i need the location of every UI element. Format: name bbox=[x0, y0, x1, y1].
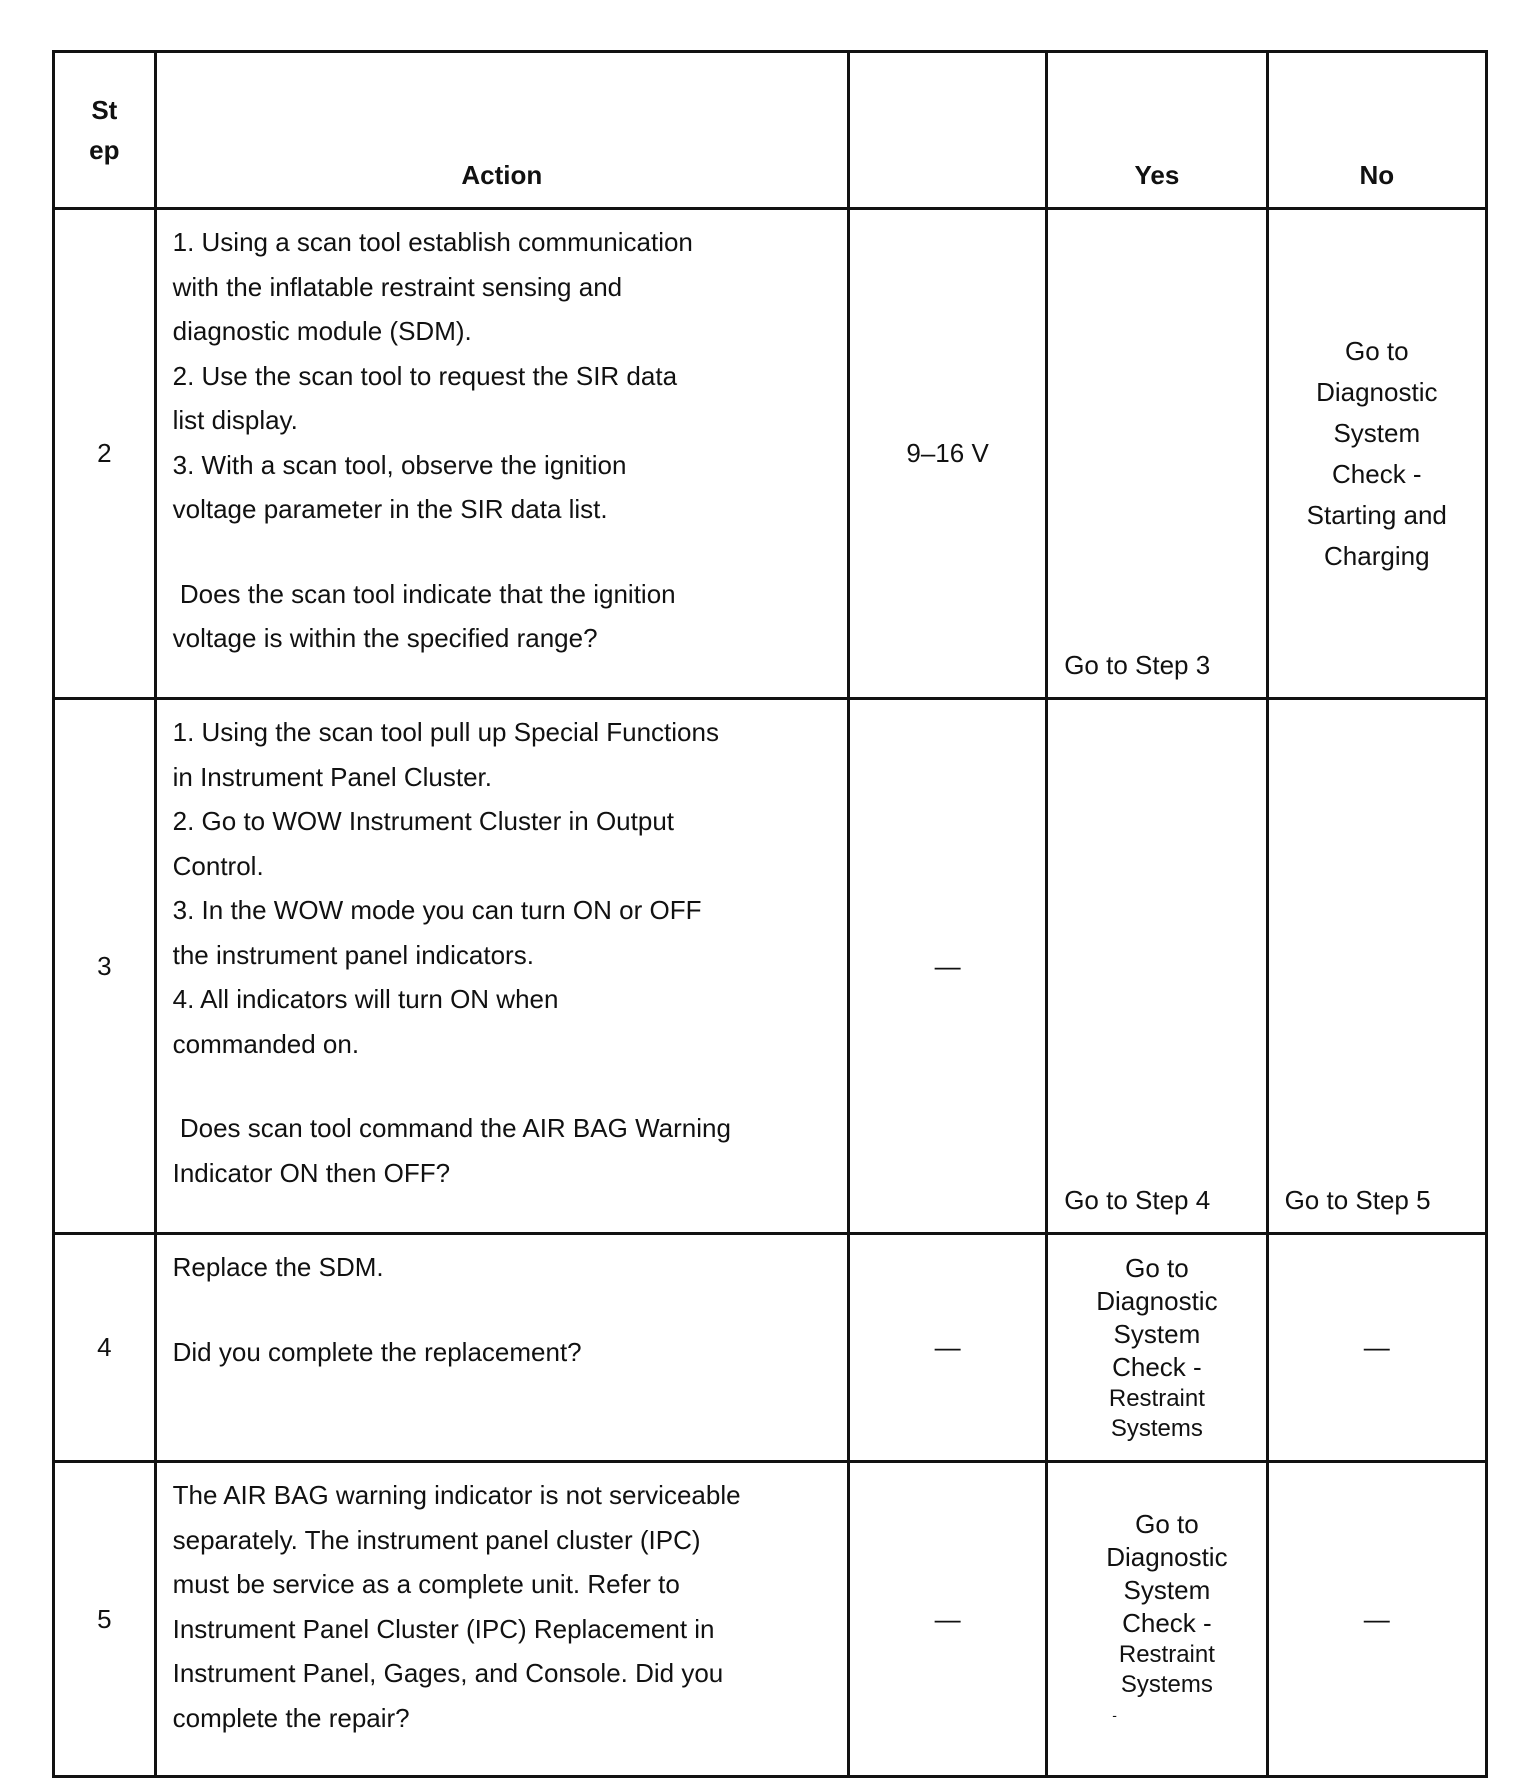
action-cell bbox=[155, 1462, 848, 1777]
yes-cell bbox=[1047, 1234, 1267, 1462]
yes-line: Systems bbox=[1120, 1671, 1213, 1698]
action-cell bbox=[155, 209, 848, 699]
yes-line: Go to bbox=[1125, 1252, 1189, 1283]
yes-line: Systems bbox=[1110, 1414, 1203, 1442]
yes-line: Diagnostic bbox=[1106, 1542, 1228, 1572]
header-step-line1: St bbox=[91, 95, 118, 125]
header-row bbox=[54, 52, 1487, 209]
no-cell: Go to Step 5 bbox=[1267, 699, 1486, 1234]
action-line: 4. All indicators will turn ON when bbox=[172, 984, 559, 1014]
action-line: voltage parameter in the SIR data list. bbox=[172, 494, 608, 524]
action-cell bbox=[155, 1234, 848, 1462]
action-line: list display. bbox=[172, 405, 298, 435]
yes-line: Check - bbox=[1122, 1608, 1212, 1638]
action-line: must be service as a complete unit. Refer to bbox=[172, 1569, 680, 1599]
action-line: in Instrument Panel Cluster. bbox=[172, 761, 493, 792]
yes-cell bbox=[1047, 1462, 1267, 1777]
action-line: 2. Go to WOW Instrument Cluster in Output bbox=[172, 806, 675, 836]
no-line: Starting and bbox=[1306, 499, 1447, 530]
no-line: Check - bbox=[1332, 458, 1422, 489]
yes-cell: Go to Step 3 bbox=[1047, 209, 1267, 699]
yes-trailing-mark: - bbox=[1112, 1707, 1117, 1723]
no-line: Charging bbox=[1324, 540, 1430, 571]
action-line: Instrument Panel, Gages, and Console. Did you bbox=[172, 1658, 724, 1688]
action-line: Instrument Panel Cluster (IPC) Replacement in bbox=[172, 1613, 715, 1644]
question-line: Did you complete the replacement? bbox=[172, 1336, 582, 1367]
value-cell: — bbox=[848, 1462, 1046, 1777]
yes-cell: Go to Step 4 bbox=[1047, 699, 1267, 1234]
step-number: 4 bbox=[54, 1234, 156, 1462]
table-row-step-2 bbox=[54, 209, 1487, 699]
yes-line: Check - bbox=[1112, 1351, 1202, 1382]
action-line: 3. In the WOW mode you can turn ON or OFF bbox=[172, 895, 702, 925]
value-cell: 9–16 V bbox=[848, 209, 1046, 699]
action-line: the instrument panel indicators. bbox=[172, 939, 534, 970]
action-line: with the inflatable restraint sensing and bbox=[172, 271, 623, 302]
yes-line: Go to bbox=[1135, 1509, 1199, 1539]
header-step-line2: ep bbox=[89, 135, 120, 165]
question-line: Does scan tool command the AIR BAG Warning bbox=[172, 1113, 731, 1143]
table-row-step-3 bbox=[54, 699, 1487, 1234]
table-row-step-4 bbox=[54, 1234, 1487, 1462]
header-value bbox=[848, 52, 1046, 209]
no-line: System bbox=[1333, 417, 1421, 448]
header-no: No bbox=[1267, 52, 1486, 209]
diagnostic-table-wrapper bbox=[52, 50, 1488, 1778]
action-line: 2. Use the scan tool to request the SIR data bbox=[172, 360, 678, 391]
header-step bbox=[54, 52, 156, 209]
value-cell: — bbox=[848, 1234, 1046, 1462]
no-line: Diagnostic bbox=[1316, 376, 1438, 407]
yes-line: System bbox=[1123, 1575, 1211, 1605]
step-number: 5 bbox=[54, 1462, 156, 1777]
yes-line: System bbox=[1113, 1318, 1201, 1349]
step-number: 3 bbox=[54, 699, 156, 1234]
action-line: separately. The instrument panel cluster (IPC) bbox=[172, 1524, 701, 1555]
action-line: 3. With a scan tool, observe the ignition bbox=[172, 449, 627, 480]
action-line: complete the repair? bbox=[172, 1702, 410, 1733]
question-line: voltage is within the specified range? bbox=[172, 623, 598, 653]
action-cell bbox=[155, 699, 848, 1234]
header-yes: Yes bbox=[1047, 52, 1267, 209]
no-cell: — bbox=[1267, 1462, 1486, 1777]
question-line: Indicator ON then OFF? bbox=[172, 1157, 451, 1188]
header-action: Action bbox=[155, 52, 848, 209]
no-cell: — bbox=[1267, 1234, 1486, 1462]
action-line: The AIR BAG warning indicator is not serviceable bbox=[172, 1480, 741, 1510]
diagnostic-table bbox=[52, 50, 1488, 1778]
action-line: 1. Using the scan tool pull up Special Functions bbox=[172, 717, 719, 747]
question-line: Does the scan tool indicate that the ignition bbox=[172, 578, 676, 609]
yes-line: Restraint bbox=[1108, 1384, 1205, 1412]
yes-line: Restraint bbox=[1118, 1641, 1215, 1668]
table-row-step-5 bbox=[54, 1462, 1487, 1777]
value-cell: — bbox=[848, 699, 1046, 1234]
action-line: 1. Using a scan tool establish communication bbox=[172, 227, 693, 257]
action-line: commanded on. bbox=[172, 1028, 360, 1059]
step-number: 2 bbox=[54, 209, 156, 699]
no-line: Go to bbox=[1344, 335, 1409, 366]
no-cell bbox=[1267, 209, 1486, 699]
yes-line: Diagnostic bbox=[1096, 1285, 1218, 1316]
action-line: diagnostic module (SDM). bbox=[172, 316, 472, 346]
action-line: Control. bbox=[172, 850, 264, 881]
action-line: Replace the SDM. bbox=[172, 1252, 384, 1282]
